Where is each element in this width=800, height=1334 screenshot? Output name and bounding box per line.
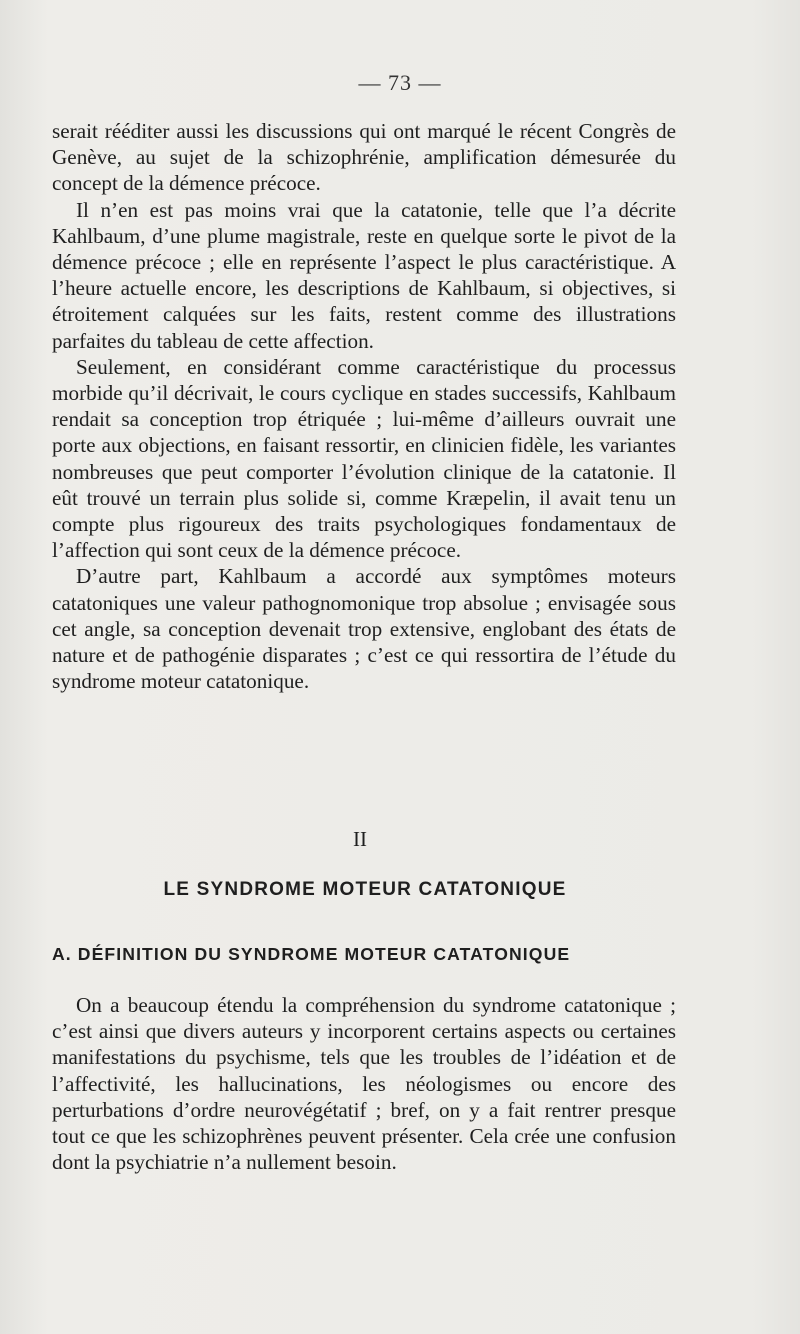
paragraph: Il n’en est pas moins vrai que la catatonie, telle que l’a décrite Kahlbaum, d’une plume magistrale, reste en quelque sorte le pivot de la démence précoce ; elle en représente l’aspect le plus caractéristique. A l’heure actuelle encore, les descriptions de Kahlbaum, si objectives, si étroitement calquées sur les faits, restent comme des illustrations parfaites du tableau de cette affection. [52, 197, 676, 353]
paragraph: Seulement, en considérant comme caractéristique du processus morbide qu’il décrivait, le cours cyclique en stades successifs, Kahlbaum rendait sa conception trop étriquée ; lui-même d’ailleurs ouvrait une porte aux objections, en faisant ressortir, en clinicien fidèle, les variantes nombreuses que peut comporter l’évolution clinique de la catatonie. Il eût trouvé un terrain plus solide si, comme Kræpelin, il avait tenu un compte plus rigoureux des traits psychologiques fondamentaux de l’affection qui sont ceux de la démence précoce. [52, 354, 676, 563]
body-text [52, 118, 676, 694]
chapter-title: LE SYNDROME MOTEUR CATATONIQUE [163, 879, 567, 900]
paragraph: On a beaucoup étendu la compréhension du syndrome catatonique ; c’est ainsi que divers auteurs y incorporent certains aspects ou certaines manifestations du psychisme, tels que les troubles de l’idéation et de l’affectivité, les hallucinations, les néologismes ou encore des perturbations d’ordre neurovégétatif ; bref, on y a fait rentrer presque tout ce que les schizophrènes peuvent présenter. Cela crée une confusion dont la psychiatrie n’a nullement besoin. [52, 993, 676, 1175]
paragraph: serait rééditer aussi les discussions qui ont marqué le récent Congrès de Genève, au sujet de la schizophrénie, amplification démesurée du concept de la démence précoce. [52, 119, 676, 196]
page-number: — 73 — [358, 70, 442, 95]
paragraph: D’autre part, Kahlbaum a accordé aux symptômes moteurs catatoniques une valeur pathognomonique trop absolue ; envisagée sous cet angle, sa conception devenait trop extensive, englobant des états de nature et de pathogénie disparates ; c’est ce qui ressortira de l’étude du syndrome moteur catatonique. [52, 564, 676, 694]
section-title: A. DÉFINITION DU SYNDROME MOTEUR CATATONIQUE [52, 944, 571, 964]
section-text [52, 992, 676, 1175]
chapter-number: II [353, 827, 367, 851]
